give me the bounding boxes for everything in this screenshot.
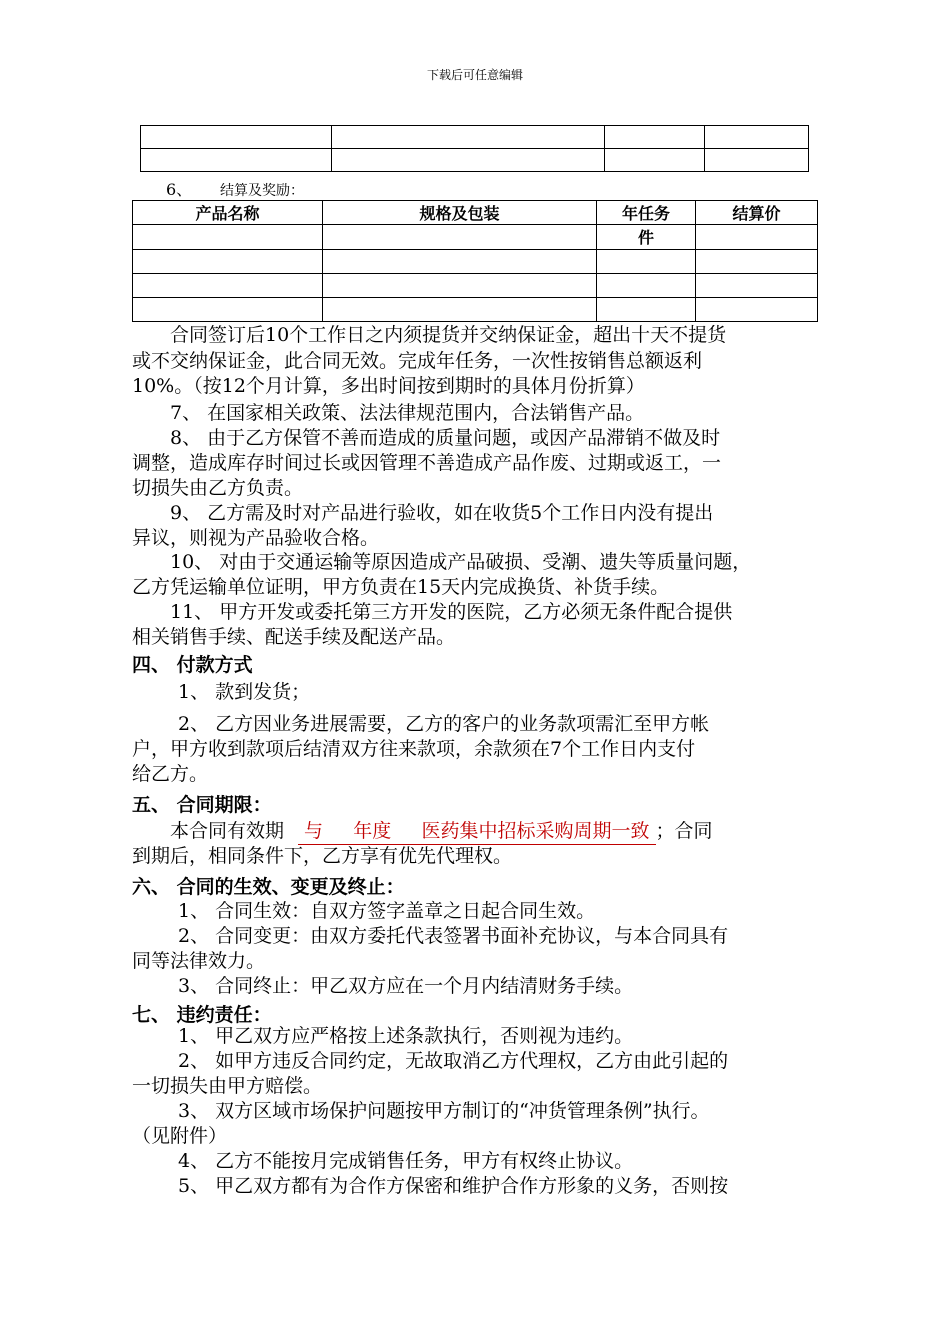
s7-para-1: 1、 甲乙双方应严格按上述条款执行，否则视为违约。 — [178, 1025, 634, 1047]
s5-text-pre: 本合同有效期 — [170, 820, 285, 842]
s5-red-term: 与 年度 医药集中招标采购周期一致 — [298, 819, 655, 845]
s4-para-1: 1、 款到发货； — [178, 681, 311, 703]
s4-para-2c: 给乙方。 — [132, 763, 209, 785]
s6-para-3: 3、 合同终止：甲乙双方应在一个月内结清财务手续。 — [178, 975, 634, 997]
s7-para-3b: （见附件） — [132, 1125, 228, 1147]
table-row — [133, 225, 818, 250]
s7-para-3a: 3、 双方区域市场保护问题按甲方制订的“冲货管理条例”执行。 — [178, 1100, 710, 1122]
table-row — [133, 298, 818, 322]
header-annual-task-wrap: 件 — [597, 225, 696, 250]
para-8b: 调整，造成库存时间过长或因管理不善造成产品作废、过期或返工，一 — [132, 452, 722, 474]
table-row — [141, 149, 809, 172]
s5-para-1b: 到期后，相同条件下，乙方享有优先代理权。 — [132, 845, 513, 867]
s5-text-post: ；合同 — [655, 820, 713, 842]
s6-para-2a: 2、 合同变更：由双方委托代表签署书面补充协议，与本合同具有 — [178, 925, 729, 947]
para-9a: 9、 乙方需及时对产品进行验收，如在收货5个工作日内没有提出 — [170, 502, 714, 524]
para-1c: 10%。（按12个月计算，多出时间按到期时的具体月份折算） — [132, 375, 645, 397]
para-10b: 乙方凭运输单位证明，甲方负责在15天内完成换货、补货手续。 — [132, 576, 670, 598]
para-1a: 合同签订后10个工作日之内须提货并交纳保证金，超出十天不提货 — [170, 324, 727, 346]
s6-para-2b: 同等法律效力。 — [132, 950, 266, 972]
s7-para-4: 4、 乙方不能按月完成销售任务，甲方有权终止协议。 — [178, 1150, 634, 1172]
header-spec: 规格及包装 — [323, 201, 597, 225]
section6-title: 结算及奖励： — [220, 183, 304, 199]
para-7: 7、 在国家相关政策、法法律规范围内，合法销售产品。 — [170, 402, 645, 424]
s7-para-2b: 一切损失由甲方赔偿。 — [132, 1075, 323, 1097]
s7-para-2a: 2、 如甲方违反合同约定，无故取消乙方代理权，乙方由此引起的 — [178, 1050, 729, 1072]
header-settlement-price: 结算价 — [696, 201, 818, 225]
table-row — [133, 274, 818, 298]
table-row — [133, 250, 818, 274]
s7-para-5: 5、 甲乙双方都有为合作方保密和维护合作方形象的义务，否则按 — [178, 1175, 729, 1197]
header-product-name: 产品名称 — [133, 201, 323, 225]
para-10a: 10、 对由于交通运输等原因造成产品破损、受潮、遗失等质量问题， — [170, 551, 752, 573]
para-9b: 异议，则视为产品验收合格。 — [132, 527, 380, 549]
para-8a: 8、 由于乙方保管不善而造成的质量问题，或因产品滞销不做及时 — [170, 427, 721, 449]
header-annual-task: 年任务 — [597, 201, 696, 225]
para-11b: 相关销售手续、配送手续及配送产品。 — [132, 626, 456, 648]
table-header-row — [133, 201, 818, 225]
para-1b: 或不交纳保证金，此合同无效。完成年任务，一次性按销售总额返利 — [132, 350, 703, 372]
table-row — [141, 126, 809, 149]
para-8c: 切损失由乙方负责。 — [132, 477, 304, 499]
table-top — [140, 125, 809, 172]
s5-para-1 — [170, 819, 713, 845]
section6-label: 6、 — [166, 180, 193, 199]
page-header: 下载后可任意编辑 — [426, 68, 523, 82]
s4-para-2a: 2、 乙方因业务进展需要，乙方的客户的业务款项需汇至甲方帐 — [178, 713, 710, 735]
s4-para-2b: 户，甲方收到款项后结清双方往来款项，余款须在7个工作日内支付 — [132, 738, 696, 760]
s6-para-1: 1、 合同生效：自双方签字盖章之日起合同生效。 — [178, 900, 596, 922]
section-4-heading: 四、 付款方式 — [132, 654, 253, 676]
settlement-table — [132, 200, 818, 322]
section-6-heading: 六、 合同的生效、变更及终止： — [132, 876, 405, 898]
section-5-heading: 五、 合同期限： — [132, 794, 272, 816]
para-11a: 11、 甲方开发或委托第三方开发的医院，乙方必须无条件配合提供 — [170, 601, 733, 623]
section-7-heading: 七、 违约责任： — [132, 1004, 272, 1026]
